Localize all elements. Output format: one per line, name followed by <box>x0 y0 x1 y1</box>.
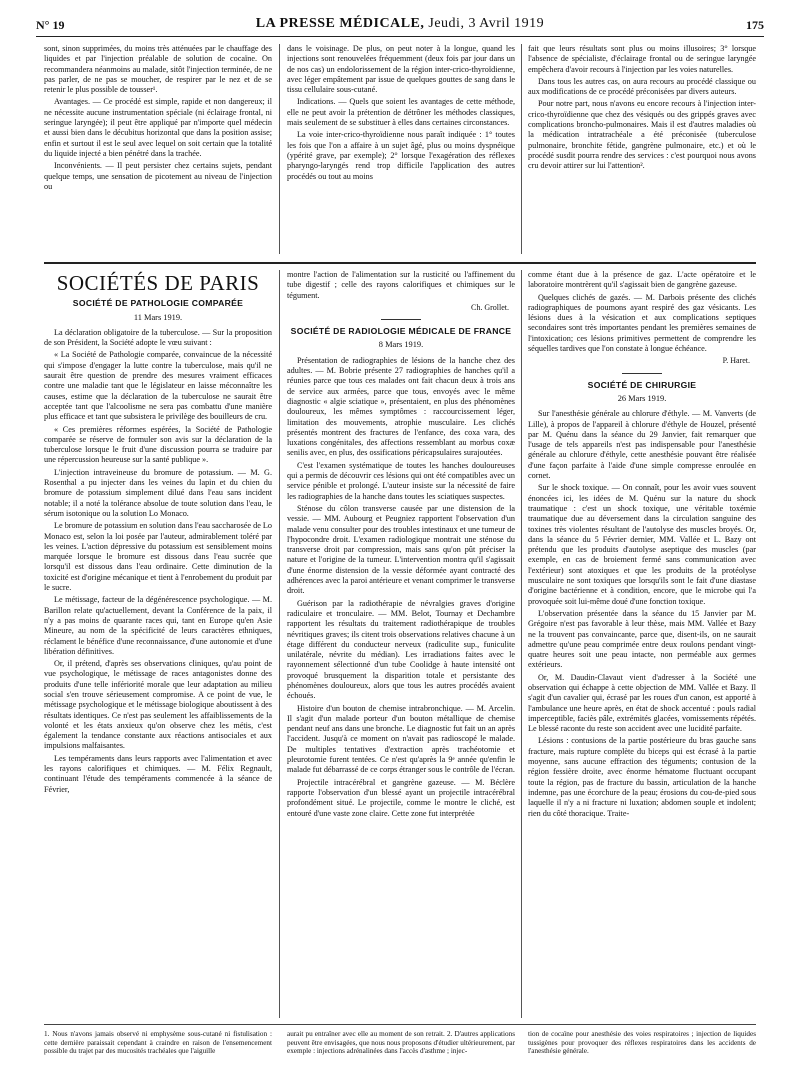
signature: Ch. Grollet. <box>471 302 509 312</box>
session-date: 26 Mars 1919. <box>617 393 667 403</box>
paragraph: L'observation présentée dans la séance du 15 Janvier par M. Grégoire n'est pas favorable à leur thèse, mais MM. Vallée et Bazy ne la trouvent pas convaincante, parce que, disent-ils, on ne saurait admettre qu'une peau comprimée entre deux roulons pendant vingt-quatre heures soit une peau intacte, non perméable aux germes extérieurs. <box>528 608 756 670</box>
top-column-1 <box>44 44 272 254</box>
paragraph: dans le voisinage. De plus, on peut noter à la longue, quand les injections sont renouvelées fréquemment (deux fois par jour dans un de nos cas) un endolorissement de la région inter-crico-thyroïdienne, avec léger empâtement par issue de quelques gouttes de sang dans le tissu cellulaire sous-cutané. <box>287 44 515 95</box>
paragraph: Histoire d'un bouton de chemise intrabronchique. — M. Arcelin. Il s'agit d'un malade porteur d'un bouton métallique de chemise pendant neuf ans dans une bronche. Le diagnostic fut fait un an après l'accident. Jusqu'à ce moment on n'avait pas radioscopé le malade. De multiples tentatives d'extraction après trachéotomie et pleurotomie furent tentées. Ce n'est qu'après la 9ᵉ année qu'enfin le malade fut débarrassé de ce corps étranger sous le contrôle de l'écran. <box>287 703 515 775</box>
bottom-column-3 <box>528 270 756 1018</box>
session-date: 8 Mars 1919. <box>378 340 424 350</box>
paragraph: Inconvénients. — Il peut persister chez certains sujets, pendant quelque temps, une sensation de picotement au niveau de l'injection ou <box>44 161 272 191</box>
paragraph: Indications. — Quels que soient les avantages de cette méthode, elle ne peut avoir la prétention de détrôner les méthodes classiques, mais seulement de se substituer à elles dans certaines circonstances. <box>287 97 515 128</box>
paragraph: L'injection intraveineuse du bromure de potassium. — M. G. Rosenthal a pu injecter dans les veines du lapin et du chien du bromure de potassium simplement dilué dans l'eau sans incident notable; il a noté la tolérance absolue de toute solution dans l'eau, le sérum isotonique ou la solution Lo Monaco. <box>44 467 272 518</box>
paragraph: fait que leurs résultats sont plus ou moins illusoires; 3° lorsque l'absence de spécialiste, d'éclairage frontal ou de seringue laryngée empêchera d'avoir recours à l'injection par les voies naturelles. <box>528 44 756 74</box>
column-divider <box>521 44 522 254</box>
paragraph: Avantages. — Ce procédé est simple, rapide et non dangereux; il ne nécessite aucune instrumentation spéciale (ni éclairage frontal, ni seringue laryngée); il peut être appliqué par n'importe quel médecin et aussi bien dans le décubitus horizontal que dans la position assise; enfin et surtout il est le seul avec lequel on soit certain que la totalité du liquide injecté a bien pénétré dans la trachée. <box>44 97 272 158</box>
bottom-column-1 <box>44 270 272 1018</box>
paragraph: « La Société de Pathologie comparée, convaincue de la nécessité qui s'impose d'engager la lutte contre la tuberculose, mais qu'il ne saurait être question de prendre des mesures vraiment efficaces contre une maladie tant que le législateur en laisse méconnaître les causes, estime que la déclaration de la tuberculose ne saurait être acceptée tant que l'alcoolisme ne sera pas combattu d'une manière plus efficace et tant que subsistera le privilège des bouilleurs de cru. <box>44 350 272 422</box>
footnote-column-2 <box>287 1030 515 1076</box>
footnote: aurait pu entraîner avec elle au moment de son retrait. 2. D'autres applications peuvent être envisagées, que nous nous proposons d'étudier ultérieurement, par exemple : injections adrénalinées dans l'accès d'asthme ; injec- <box>287 1030 515 1056</box>
paragraph: Projectile intracérébral et gangrène gazeuse. — M. Béclère rapporte l'observation d'un blessé ayant un projectile intracérébral profondément situé. Le projectile, comme le montre le cliché, est entouré d'une vaste zone claire. Cette zone fut interprétée <box>287 777 515 818</box>
paragraph: Lésions : contusions de la partie postérieure du bras gauche sans fracture, mais rupture complète du biceps qui est écrasé à la partie moyenne, sans aucune effraction des téguments; contusion de la région fessière droite, avec énorme hématome fluctuant occupant toute la région, pas de fracture du bassin, articulation de la hanche indemne, pas une écorchure de la peau; érosions du cou-de-pied sous laquelle il n'y a ni fracture ni luxation; abdomen souple et indolent; rien du côté thoracique. Traite- <box>528 736 756 818</box>
column-divider <box>521 270 522 1018</box>
society-title: SOCIÉTÉ DE RADIOLOGIE MÉDICALE DE FRANCE <box>290 326 512 337</box>
signature: P. Haret. <box>722 356 750 366</box>
column-divider <box>279 44 280 254</box>
header-rule <box>36 36 764 37</box>
section-rule <box>44 262 756 264</box>
paragraph: Dans tous les autres cas, on aura recours au procédé classique ou aux modifications de ce procédé préconisées par divers auteurs. <box>528 76 756 97</box>
paragraph: La déclaration obligatoire de la tuberculose. — Sur la proposition de son Président, la Société adopte le vœu suivant : <box>44 327 272 348</box>
paragraph: « Ces premières réformes espérées, la Société de Pathologie comparée se réserve de formuler son avis sur la déclaration de la tuberculose lorsque le fruit d'une discussion pourra se traduire par une répercussion heureuse sur la santé publique ». <box>44 424 272 465</box>
footnote-column-3 <box>528 1030 756 1076</box>
column-divider <box>279 270 280 1018</box>
issue-number: N° 19 <box>36 18 65 32</box>
paragraph: montre l'action de l'alimentation sur la rusticité ou l'affinement du tube digestif ; celle des rayons calorifiques et chimiques sur le tégument. <box>287 270 515 300</box>
paragraph: Les tempéraments dans leurs rapports avec l'alimentation et avec les rayons calorifiques et chimiques. — M. Félix Regnault, continuant l'étude des tempéraments commencée à la séance de Février, <box>44 753 272 794</box>
footnote-rule <box>44 1024 756 1025</box>
session-date: 11 Mars 1919. <box>133 312 183 322</box>
paragraph: Pour notre part, nous n'avons eu encore recours à l'injection inter-crico-thyroïdienne que chez des vésiqués ou des grippés graves avec complications broncho-pulmonaires. Mais il est d'autres maladies où la médication intratrachéale a été préconisée (tuberculose pulmonaire, bronchite fétide, gangrène pulmonaire, etc.) et où le procédé susdit pourra rendre des services : c'est pourquoi nous avons cru devoir attirer sur lui l'attention². <box>528 99 756 171</box>
paragraph: La voie inter-crico-thyroïdienne nous paraît indiquée : 1° toutes les fois que l'on a affaire à un sujet âgé, plus ou moins dyspnéique (ypérité grave, par exemple); 2° lorsque l'exagération des réflexes pharyngo-laryngés rend trop difficile l'application des autres procédés ou tout au moins <box>287 130 515 181</box>
footnote: tion de cocaïne pour anesthésie des voies respiratoires ; injection de liquides tussigènes pour provoquer des réflexes respiratoires dans les accidents de l'anesthésie générale. <box>528 1030 756 1056</box>
paragraph: Quelques clichés de gazés. — M. Darbois présente des clichés radiographiques de poumons ayant respiré des gaz vésicants. Les lésions dues à la vésication et aux complications septiques secondaires sont très importantes pendant les premières semaines de l'intoxication; ces lésions primitives permettent de comprendre les séquelles tardives que l'on constate à longue échéance. <box>528 292 756 354</box>
journal-date: Jeudi, 3 Avril 1919 <box>428 16 545 31</box>
society-title: SOCIÉTÉ DE PATHOLOGIE COMPARÉE <box>72 298 244 309</box>
top-column-2 <box>287 44 515 254</box>
paragraph: Le bromure de potassium en solution dans l'eau saccharosée de Lo Monaco est, selon la loi posée par l'auteur, admirablement toléré par les veines. L'action dépressive du potassium est sensiblement moins marquée lorsque le bromure est dissous dans l'eau sucrée que lorsqu'il est dissous dans l'eau ordinaire. Cette diminution de la toxicité est d'origine mécanique et tient à l'enrobement du produit par le sucre. <box>44 521 272 593</box>
paragraph: Sur le shock toxique. — On connaît, pour les avoir vues souvent énoncées ici, les idées de M. Quénu sur la nature du shock traumatique : c'est un shock toxique, une véritable toxémie traumatique due au déversement dans la circulation sanguine des toxines très violentes résultant de l'autolyse des muscles broyés. Or, dans la séance du 5 Février dernier, MM. Vallée et L. Bazy ont prétendu que les produits d'autolyse aseptique des muscles (par exemple, en cas de broiement fermé sans communication avec l'extérieur) sont atoxiques et que les produits de la protéolyse musculaire ne sont toxiques que lorsqu'ils sont le fait d'une diastase d'origine bactérienne et à condition, encore, que le microbe qui l'a provoquée soit lui-même doué d'une fonction toxique. <box>528 483 756 606</box>
page-number: 175 <box>746 18 764 32</box>
page-header <box>36 14 764 36</box>
footnote-column-1 <box>44 1030 272 1076</box>
separator <box>381 319 421 320</box>
paragraph: comme étant due à la présence de gaz. L'acte opératoire et le laboratoire montrèrent qu'il s'agissait bien de gangrène gazeuse. <box>528 270 756 290</box>
bottom-column-2 <box>287 270 515 1018</box>
paragraph: Or, il prétend, d'après ses observations cliniques, qu'au point de vue psychologique, le métissage de races antagonistes donne des produits d'une telle infériorité morale que leur adaptation au milieu social s'en trouve sérieusement compromise. A ce point de vue, le métissage psychologique et le métissage biologique aboutissent à des résultats identiques. Ce n'est pas seulement les affaiblissements de la volonté et les états anxieux qu'on observe chez les métis, c'est également la tendance constante aux réactions antisociales et aux impulsions malfaisantes. <box>44 659 272 751</box>
journal-name: LA PRESSE MÉDICALE, <box>255 16 425 31</box>
paragraph: Présentation de radiographies de lésions de la hanche chez des adultes. — M. Bobrie présente 27 radiographies de hanches qu'il a réunies parce que tous ces malades ont fait chacun deux à trois ans de service aux armées, parce que tous, envoyés avec le même diagnostic « algie sciatique », présentaient, en plus des phénomènes douloureux, les mêmes symptômes : raccourcissement léger, limitation des mouvements, atrophie musculaire. Les clichés présentés montrent des fractures de l'enfance, des coxa vara, des luxations congénitales, des affections ressemblant au morbus coxæ senilis avec, en plus, des ossifications péricapsulaires surajoutées. <box>287 355 515 458</box>
paragraph: sont, sinon supprimées, du moins très atténuées par le chauffage des liquides et par l'injection préalable de solution de cocaïne. On recommandera néanmoins au malade, sitôt l'injection terminée, de ne pas parler, de ne pas se moucher, de respirer par le nez et de se retenir le plus possible de tousser¹. <box>44 44 272 95</box>
paragraph: Le métissage, facteur de la dégénérescence psychologique. — M. Barillon relate qu'actuellement, devant la Conférence de la paix, il n'y a pas moins de quarante races qui, tant en Europe qu'en Asie Mineure, au nom de la spécificité de leurs caractères ethniques, réclament le bénéfice d'une reconnaissance, d'une autonomie et d'une libération définitives. <box>44 595 272 656</box>
paragraph: C'est l'examen systématique de toutes les hanches douloureuses qui a permis de découvrir ces lésions qui ont été compatibles avec un service pénible et prolongé. L'auteur insiste sur la nécessité de faire les radiographies de la hanche dans toutes les sciatiques suspectes. <box>287 460 515 501</box>
top-column-3 <box>528 44 756 254</box>
paragraph: Sur l'anesthésie générale au chlorure d'éthyle. — M. Vanverts (de Lille), à propos de l'appareil à chlorure d'éthyle de Houzel, présenté par M. Quénu dans la séance du 29 Janvier, fait remarquer que l'usage de tels appareils n'est pas indispensable pour l'anesthésie générale au chlorure d'éthyle, cette anesthésie pouvant être réalisée d'une façon parfaite à l'aide d'une simple compresse enroulée en cornet. <box>528 409 756 481</box>
footnote: 1. Nous n'avons jamais observé ni emphysème sous-cutané ni fistulisation : cette dernière paraissait cependant à craindre en raison de l'ensemencement possible du trajet par des mucosités trachéales que l'aiguille <box>44 1030 272 1056</box>
paragraph: Guérison par la radiothérapie de névralgies graves d'origine radiculaire et tronculaire. — MM. Belot, Tournay et Dechambre rapportent les résultats du traitement radiothérapique de troubles névritiques graves; ils citent trois observations relatives chacune à un étage différent du conducteur nerveux (radiculite sup., funiculite unilatérale, névrite du médian). Les irradiations faites avec le rayonnement sélectionné d'un tube Coolidge à haute intensité ont provoqué brusquement la disparition totale et persistante des phénomènes douloureux, alors que tous les autres procédés avaient échoués. <box>287 598 515 701</box>
journal-title <box>36 16 764 32</box>
society-title: SOCIÉTÉ DE CHIRURGIE <box>587 379 697 390</box>
paragraph: Or, M. Daudin-Clavaut vient d'adresser à la Société une observation qui échappe à cette objection de MM. Vallée et Bazy. Il s'agit d'un cavalier qui, écrasé par les roues d'un canon, est apporté à l'ambulance une heure après, en état de shock accentué : pouls radial imperceptible, faciès pâle, extrémités glacées, vomissements répétés. Le blessé raconte du reste son accident avec une lucidité parfaite. <box>528 672 756 734</box>
separator <box>622 373 662 374</box>
paragraph: Sténose du côlon transverse causée par une distension de la vessie. — MM. Aubourg et Peugniez rapportent l'observation d'un malade venu consulter pour des troubles intestinaux et une tumeur de l'hypocondre droit. L'examen radiologique montrait une sténose du transverse droit par compression, mais sans qu'on pût préciser la nature et l'origine de la tumeur. L'intervention montra qu'il s'agissait d'une énorme distension de la vessie déformée ayant contracté des adhérences avec la paroi antérieure et venant comprimer le transverse droit. <box>287 503 515 596</box>
section-title: SOCIÉTÉS DE PARIS <box>56 271 260 295</box>
